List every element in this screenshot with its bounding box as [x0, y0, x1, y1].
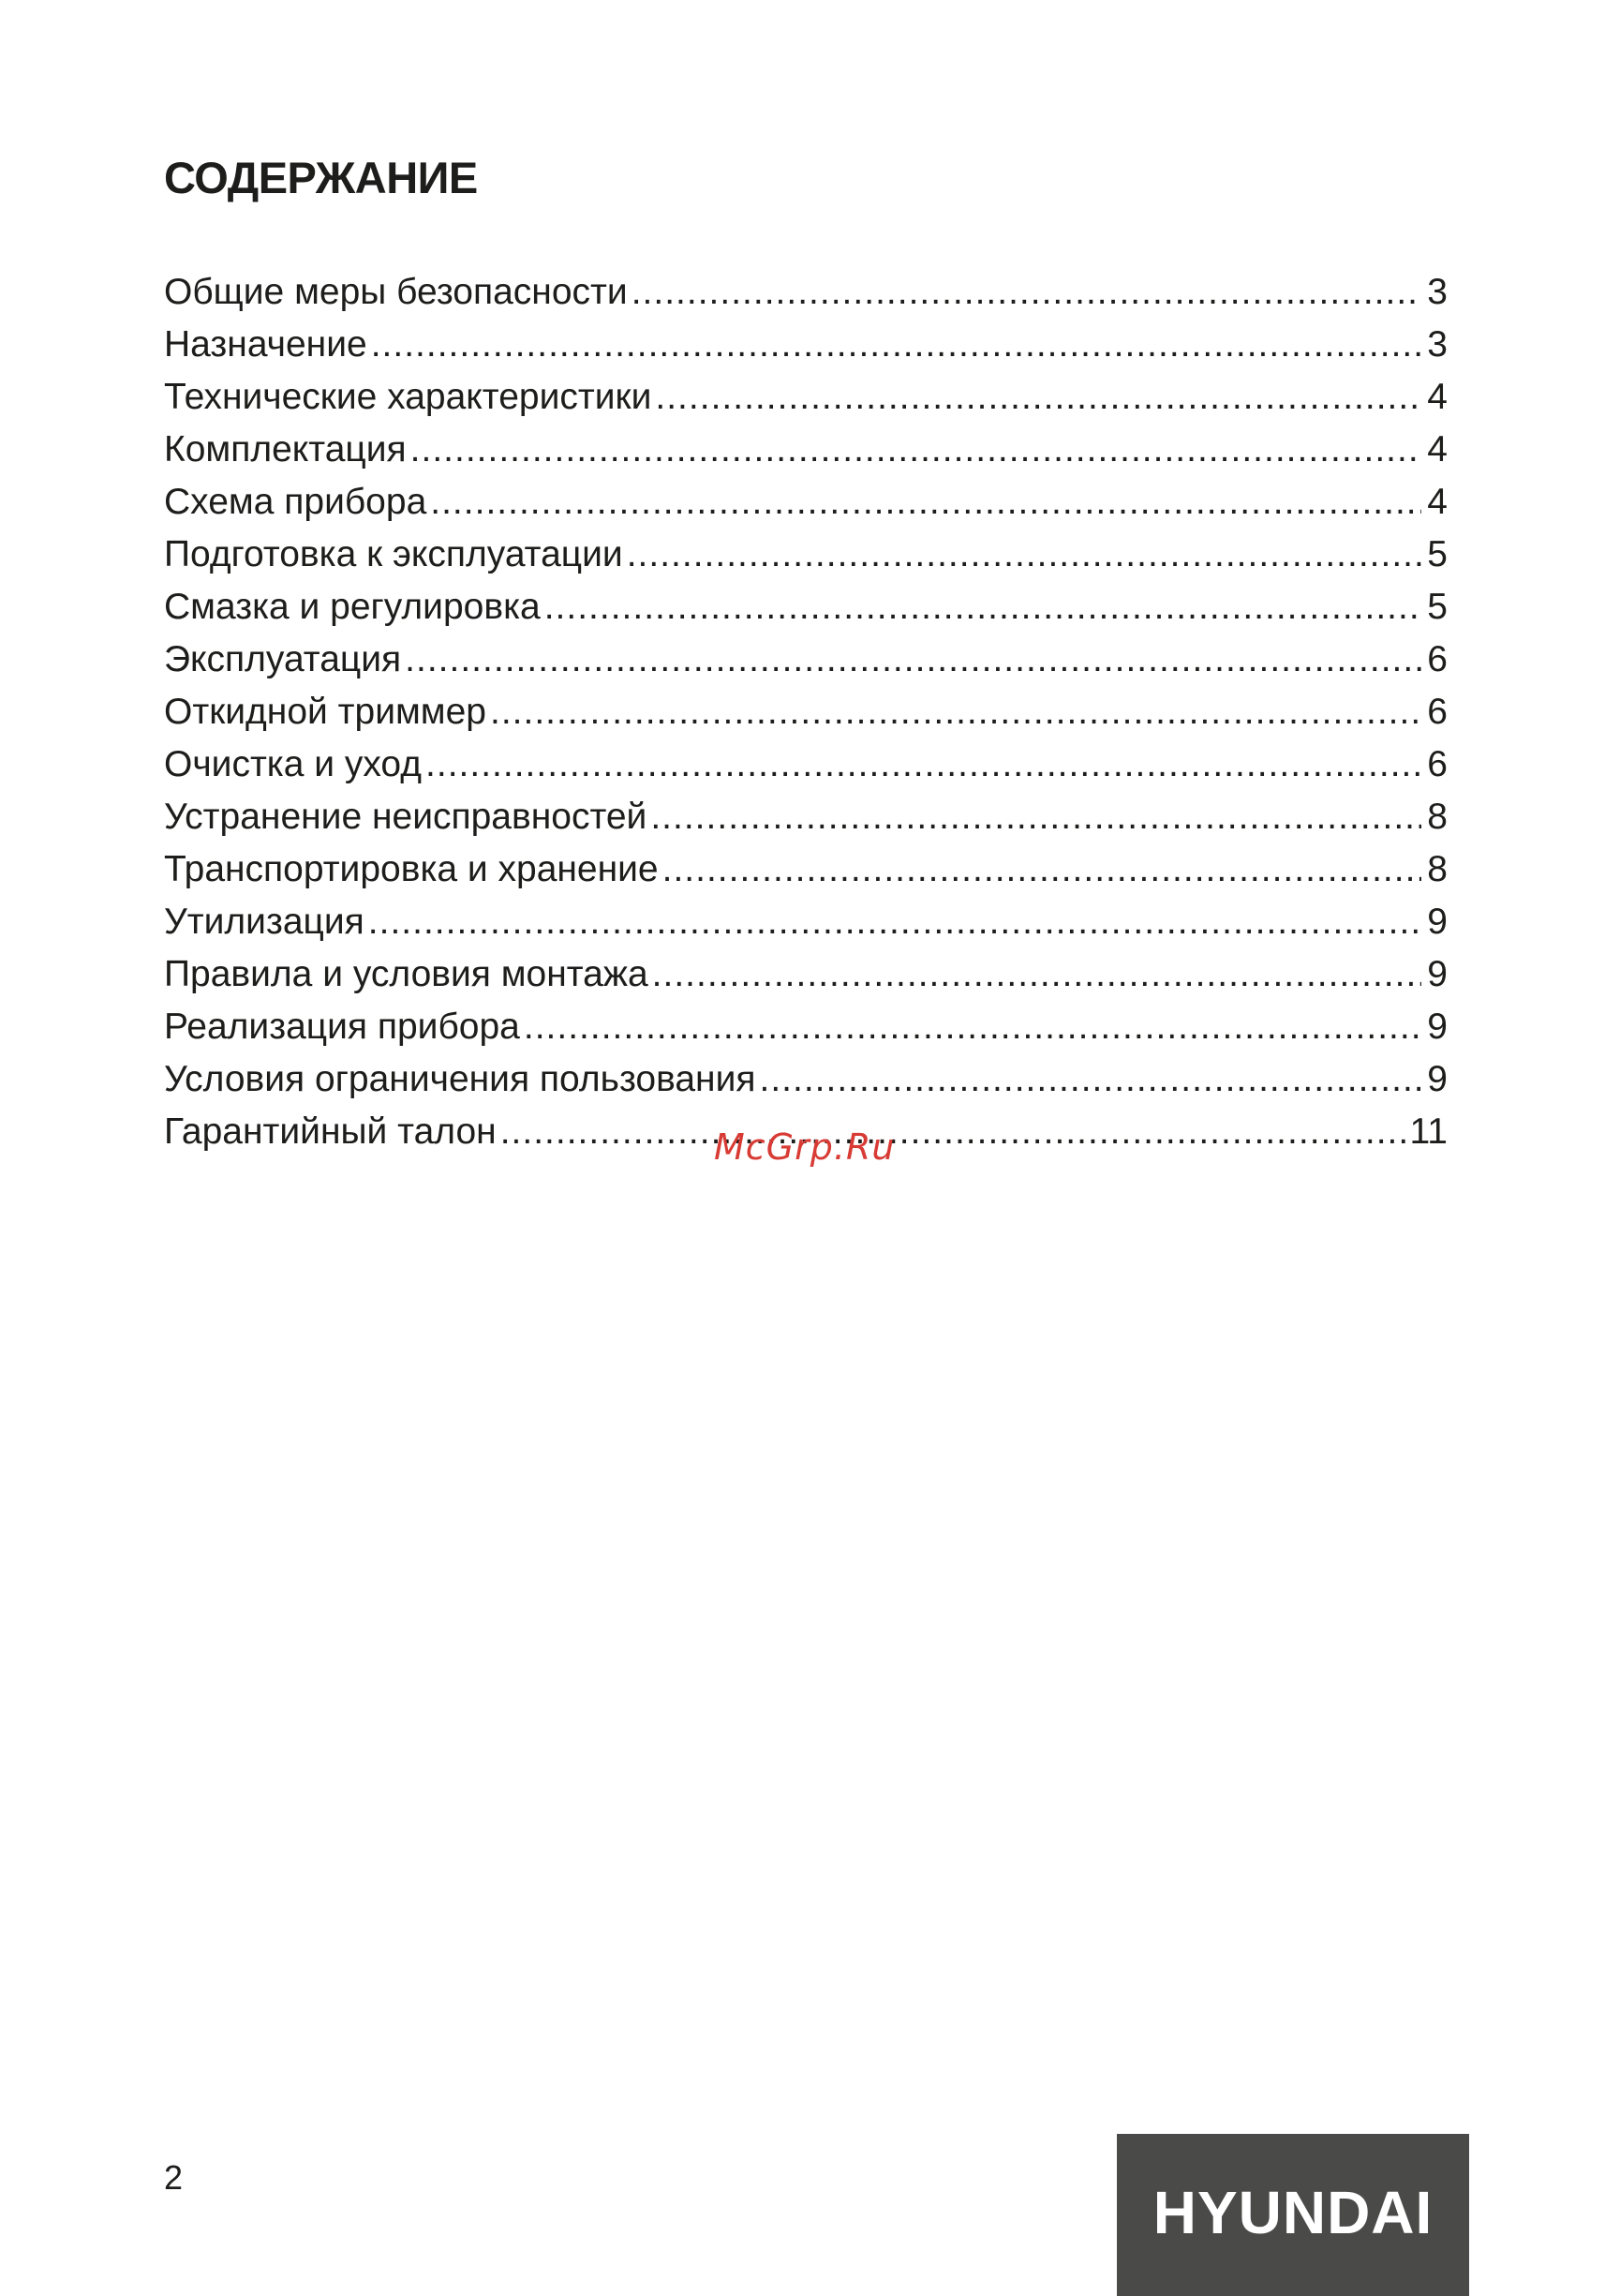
toc-dot-leader — [368, 896, 1421, 948]
toc-entry-label: Правила и условия монтажа — [164, 954, 648, 994]
toc-entry-label: Схема прибора — [164, 482, 427, 522]
toc-dot-leader — [544, 581, 1421, 634]
toc-dot-leader — [410, 424, 1421, 476]
toc-entry-page: 9 — [1427, 1059, 1448, 1099]
toc-entry — [164, 266, 1448, 319]
page-title: СОДЕРЖАНИЕ — [164, 153, 478, 202]
toc-dot-leader — [632, 266, 1421, 319]
brand-block — [1117, 2134, 1469, 2296]
toc-entry-label: Очистка и уход — [164, 744, 423, 784]
table-of-contents — [164, 266, 1448, 1158]
toc-entry-page: 3 — [1427, 324, 1448, 365]
toc-entry — [164, 896, 1448, 948]
toc-entry-label: Подготовка к эксплуатации — [164, 534, 623, 574]
toc-entry-label: Эксплуатация — [164, 639, 402, 679]
toc-entry-page: 8 — [1427, 849, 1448, 889]
toc-entry-label: Комплектация — [164, 429, 407, 470]
toc-dot-leader — [650, 791, 1421, 843]
toc-entry-label: Смазка и регулировка — [164, 587, 541, 627]
toc-entry-label: Реализация прибора — [164, 1006, 520, 1047]
toc-entry — [164, 791, 1448, 843]
toc-entry-page: 9 — [1427, 1006, 1448, 1047]
toc-entry-page: 6 — [1427, 639, 1448, 679]
toc-dot-leader — [662, 843, 1421, 896]
toc-entry-page: 3 — [1427, 272, 1448, 312]
toc-entry-page: 5 — [1427, 534, 1448, 574]
page-number: 2 — [164, 2158, 184, 2197]
toc-entry — [164, 424, 1448, 476]
toc-entry — [164, 371, 1448, 424]
toc-entry — [164, 581, 1448, 634]
toc-entry-page: 6 — [1427, 744, 1448, 784]
toc-dot-leader — [371, 319, 1421, 371]
toc-entry-page: 5 — [1427, 587, 1448, 627]
toc-entry-label: Назначение — [164, 324, 367, 365]
toc-dot-leader — [425, 738, 1421, 791]
toc-entry-label: Общие меры безопасности — [164, 272, 628, 312]
brand-logo: HYUNDAI — [1152, 2178, 1434, 2246]
toc-entry — [164, 476, 1448, 529]
toc-entry — [164, 319, 1448, 371]
toc-dot-leader — [500, 1106, 1406, 1158]
toc-dot-leader — [405, 634, 1421, 686]
toc-entry — [164, 738, 1448, 791]
watermark: McGrp.Ru — [714, 1126, 896, 1168]
toc-dot-leader — [655, 371, 1421, 424]
toc-entry — [164, 948, 1448, 1001]
toc-entry — [164, 529, 1448, 581]
toc-entry — [164, 686, 1448, 738]
toc-dot-leader — [652, 948, 1421, 1001]
toc-entry-page: 4 — [1427, 377, 1448, 417]
toc-entry-label: Технические характеристики — [164, 377, 652, 417]
toc-entry — [164, 1001, 1448, 1053]
toc-dot-leader — [430, 476, 1421, 529]
toc-entry-label: Условия ограничения пользования — [164, 1059, 756, 1099]
toc-entry-page: 4 — [1427, 482, 1448, 522]
toc-dot-leader — [524, 1001, 1421, 1053]
toc-dot-leader — [490, 686, 1421, 738]
toc-entry-page: 11 — [1409, 1111, 1448, 1152]
toc-entry-label: Утилизация — [164, 902, 364, 942]
toc-dot-leader — [627, 529, 1421, 581]
toc-entry-page: 9 — [1427, 902, 1448, 942]
toc-entry-page: 9 — [1427, 954, 1448, 994]
toc-entry-label: Откидной триммер — [164, 692, 486, 732]
toc-entry — [164, 843, 1448, 896]
toc-entry-label: Гарантийный талон — [164, 1111, 497, 1152]
toc-entry-page: 8 — [1427, 797, 1448, 837]
toc-dot-leader — [759, 1053, 1421, 1106]
toc-entry — [164, 634, 1448, 686]
toc-entry — [164, 1053, 1448, 1106]
toc-entry-page: 4 — [1427, 429, 1448, 470]
toc-entry-label: Устранение неисправностей — [164, 797, 647, 837]
toc-entry-page: 6 — [1427, 692, 1448, 732]
toc-entry-label: Транспортировка и хранение — [164, 849, 659, 889]
